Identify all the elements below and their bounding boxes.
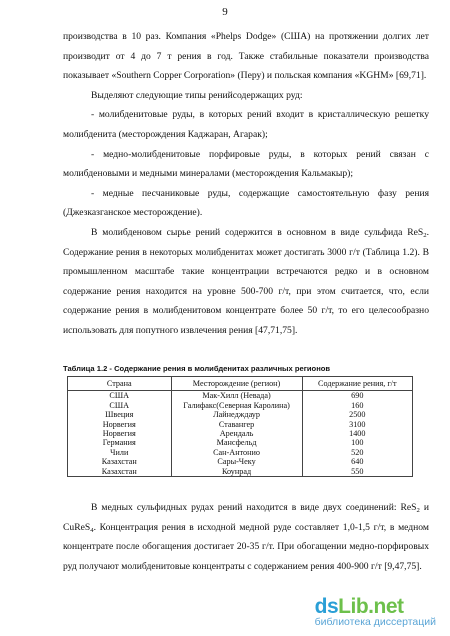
dslib-subtitle: библиотека диссертаций bbox=[314, 616, 436, 628]
paragraph-res2-content: В молибденовом сырье рений содержится в основном в виде сульфида ReS$_2$. Содержание рения в некоторых молибденитах может достигать 3000 г/т (Таблица 1.2). В промышленном масштабе такие концентрации встречаются редко и в основном содержание рения находится на уровне 500-700 г/т, при этом считается, что, если содержание рения в молибденитовом концентрате более 50 г/т, то его целесообразно использовать для попутного извлечения рения [47,71,75]. bbox=[63, 226, 429, 336]
cell-content: 690 bbox=[302, 391, 412, 401]
cell-country: США bbox=[68, 401, 172, 410]
cell-content: 100 bbox=[302, 438, 412, 447]
cell-content: 3100 bbox=[302, 420, 412, 429]
table-row bbox=[68, 401, 413, 410]
cell-country: Швеция bbox=[68, 410, 172, 419]
column-header-country: Страна bbox=[68, 377, 172, 391]
cell-country: Казахстан bbox=[68, 457, 172, 466]
column-header-deposit: Месторождение (регион) bbox=[171, 377, 302, 391]
cell-deposit: Сан-Антонио bbox=[171, 448, 302, 457]
list-item-copper-sandstone-ores: - медные песчаниковые руды, содержащие самостоятельную фазу рения (Джезказганское месторождение). bbox=[63, 187, 429, 219]
rhenium-content-table bbox=[67, 376, 413, 477]
cell-content: 520 bbox=[302, 448, 412, 457]
cell-country: Казахстан bbox=[68, 467, 172, 477]
cell-content: 2500 bbox=[302, 410, 412, 419]
cell-country: Германия bbox=[68, 438, 172, 447]
paragraph-ore-types-intro: Выделяют следующие типы ренийсодержащих руд: bbox=[91, 89, 303, 101]
cell-deposit: Мансфельд bbox=[171, 438, 302, 447]
cell-deposit: Мак-Хилл (Невада) bbox=[171, 391, 302, 401]
paragraph-copper-ores: В медных сульфидных рудах рений находится в виде двух соединений: ReS$_2$ и CuReS$_4$. Концентрация рения в исходной медной руде составляет 1,0-1,5 г/т, в медном концентрате после обогащения достигает 20-35 г/т. При обогащении медно-порфировых руд получают молибденитовые концентраты с содержанием рения 400-900 г/т [9,47,75]. bbox=[63, 502, 429, 572]
table-row bbox=[68, 438, 413, 447]
cell-deposit: Лайнедждаур bbox=[171, 410, 302, 419]
dslib-watermark[interactable] bbox=[315, 595, 436, 628]
table-header-row bbox=[68, 377, 413, 391]
table-row bbox=[68, 420, 413, 429]
dslib-logo: dsLib.net bbox=[314, 595, 404, 618]
table-row bbox=[68, 391, 413, 401]
list-item-copper-molybdenite-ores: - медно-молибденитовые порфировые руды, в которых рений связан с молибденовыми и медными минералами (месторождения Кальмакыр); bbox=[63, 148, 429, 180]
cell-country: США bbox=[68, 391, 172, 401]
list-item-molybdenite-ores: - молибденитовые руды, в которых рений входит в кристаллическую решетку молибденита (месторождения Каджаран, Агарак); bbox=[63, 109, 429, 140]
cell-deposit: Сары-Чеку bbox=[171, 457, 302, 466]
cell-content: 160 bbox=[302, 401, 412, 410]
cell-content: 550 bbox=[302, 467, 412, 477]
table-row bbox=[68, 429, 413, 438]
body-text-top bbox=[63, 27, 429, 341]
table-row bbox=[68, 457, 413, 466]
table-row bbox=[68, 410, 413, 419]
cell-deposit: Арендаль bbox=[171, 429, 302, 438]
table-row bbox=[68, 467, 413, 477]
body-text-bottom bbox=[63, 498, 429, 576]
cell-country: Чили bbox=[68, 448, 172, 457]
cell-deposit: Коунрад bbox=[171, 467, 302, 477]
column-header-rhenium-content: Содержание рения, г/т bbox=[302, 377, 412, 391]
cell-deposit: Ставангер bbox=[171, 420, 302, 429]
cell-country: Норвегия bbox=[68, 420, 172, 429]
paragraph-production: производства в 10 раз. Компания «Phelps Dodge» (США) на протяжении долгих лет производит от 4 до 7 т рения в год. Также стабильные показатели производства показывает «Southern Copper Corporation» (Перу) и польская компания «KGHM» [69,71]. bbox=[63, 31, 429, 82]
cell-country: Норвегия bbox=[68, 429, 172, 438]
page-number: 9 bbox=[222, 6, 228, 18]
cell-deposit: Галифакс(Северная Каролина) bbox=[171, 401, 302, 410]
cell-content: 640 bbox=[302, 457, 412, 466]
cell-content: 1400 bbox=[302, 429, 412, 438]
table-row bbox=[68, 448, 413, 457]
table-caption: Таблица 1.2 - Содержание рения в молибденитах различных регионов bbox=[63, 364, 331, 373]
